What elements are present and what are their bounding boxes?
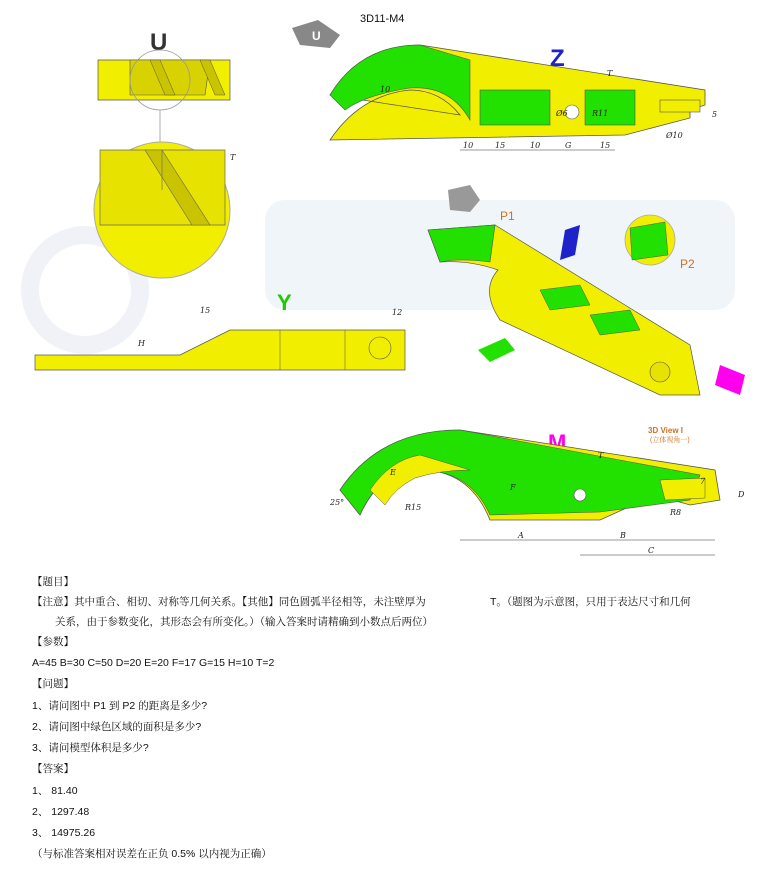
problem-text <box>0 565 762 875</box>
view-z <box>330 45 717 150</box>
m-dim-25: 25° <box>330 498 345 507</box>
questions-heading: 【问题】 <box>32 678 74 690</box>
question-3: 3、请问模型体积是多少? <box>32 742 149 754</box>
view-z-label: Z <box>550 45 565 72</box>
view-m <box>329 426 745 555</box>
m-dim-t: T <box>598 451 604 460</box>
y-dim-h: H <box>138 339 145 348</box>
view-u <box>94 29 236 278</box>
m-dim-c: C <box>648 546 655 555</box>
view-y-label: Y <box>277 290 292 315</box>
view-u-label: U <box>150 29 168 56</box>
rotate-arrow-z <box>292 20 340 48</box>
heading: 【题目】 <box>32 576 74 588</box>
answer-3: 3、 14975.26 <box>32 827 96 839</box>
z-dim-t: T <box>607 69 613 78</box>
m-dim-a: A <box>518 531 524 540</box>
tolerance-note: （与标准答案相对误差在正负 0.5% 以内视为正确） <box>32 848 272 860</box>
m-dim-b: B <box>620 531 626 540</box>
z-dim-2: 15 <box>495 141 506 150</box>
z-dim-d6: Ø6 <box>556 109 568 118</box>
z-dim-5r: 5 <box>712 110 718 119</box>
m-dim-r15: R15 <box>405 503 422 512</box>
svg-text:U: U <box>312 29 321 43</box>
y-dim-12: 12 <box>392 308 403 317</box>
question-2: 2、请问图中绿色区域的面积是多少? <box>32 721 202 733</box>
m-dim-e: E <box>390 468 396 477</box>
params: A=45 B=30 C=50 D=20 E=20 F=17 G=15 H=10 T=2 <box>32 657 275 669</box>
note-line1-left: 【注意】其中重合、相切、对称等几何关系。【其他】同色圆弧半径相等，未注壁厚为 <box>32 596 426 608</box>
y-dim-15: 15 <box>200 306 211 315</box>
question-1: 1、请问图中 P1 到 P2 的距离是多少? <box>32 700 208 712</box>
z-dim-r11: R11 <box>592 109 609 118</box>
answer-1: 1、 81.40 <box>32 785 78 797</box>
z-dim-d10: Ø10 <box>666 131 683 140</box>
view3d-title: 3D View I <box>648 426 683 435</box>
u-dim-t: T <box>230 153 236 162</box>
params-heading: 【参数】 <box>32 636 74 648</box>
z-dim-1: 10 <box>463 141 474 150</box>
m-dim-r8: R8 <box>670 508 682 517</box>
m-dim-d: D <box>738 490 745 499</box>
note-line2: 关系，由于参数变化，其形态会有所变化。）（输入答案时请精确到小数点后两位） <box>55 616 433 628</box>
z-dim-4: G <box>565 141 572 150</box>
note-line1-right: T。（题图为示意图，只用于表达尺寸和几何 <box>490 596 691 608</box>
answers-heading: 【答案】 <box>32 763 74 775</box>
z-dim-10: 10 <box>380 85 391 94</box>
answer-2: 2、 1297.48 <box>32 806 90 818</box>
m-dim-7: 7 <box>700 477 706 486</box>
z-dim-5: 15 <box>600 141 611 150</box>
view-m-label: M <box>548 430 567 455</box>
drawing-code: 3D11-M4 <box>360 13 405 25</box>
m-dim-f: F <box>510 483 516 492</box>
view3d-subtitle: (立体视角一) <box>650 437 690 444</box>
z-dim-3: 10 <box>530 141 541 150</box>
point-p1-label: P1 <box>500 209 515 223</box>
point-p2-label: P2 <box>680 257 695 271</box>
